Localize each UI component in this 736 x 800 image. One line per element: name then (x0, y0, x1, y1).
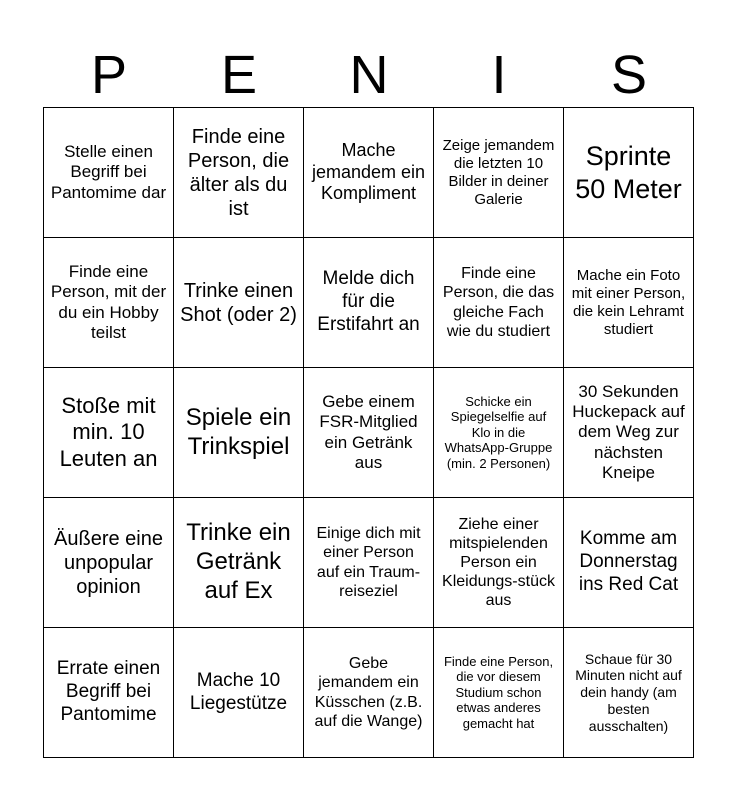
bingo-cell[interactable]: Spiele ein Trinkspiel (174, 368, 304, 498)
bingo-cell[interactable]: Finde eine Person, die das gleiche Fach wie du studiert (434, 238, 564, 368)
bingo-board (43, 107, 694, 758)
bingo-cell[interactable]: Trinke einen Shot (oder 2) (174, 238, 304, 368)
bingo-cell[interactable]: Finde eine Person, mit der du ein Hobby teilst (44, 238, 174, 368)
header-letter-p: P (90, 45, 128, 105)
bingo-cell[interactable]: 30 Sekunden Huckepack auf dem Weg zur nächsten Kneipe (564, 368, 694, 498)
bingo-cell[interactable]: Äußere eine unpopular opinion (44, 498, 174, 628)
bingo-cell[interactable]: Stelle einen Begriff bei Pantomime dar (44, 108, 174, 238)
bingo-cell[interactable]: Komme am Donnerstag ins Red Cat (564, 498, 694, 628)
bingo-cell[interactable]: Finde eine Person, die älter als du ist (174, 108, 304, 238)
bingo-cell[interactable]: Mache ein Foto mit einer Person, die kein Lehramt studiert (564, 238, 694, 368)
bingo-cell[interactable]: Melde dich für die Erstifahrt an (304, 238, 434, 368)
bingo-cell[interactable]: Stoße mit min. 10 Leuten an (44, 368, 174, 498)
bingo-cell[interactable]: Schicke ein Spiegelselfie auf Klo in die WhatsApp-Gruppe (min. 2 Personen) (434, 368, 564, 498)
bingo-cell[interactable]: Finde eine Person, die vor diesem Studium schon etwas anderes gemacht hat (434, 628, 564, 758)
header-letter-e: E (220, 45, 258, 105)
bingo-cell[interactable]: Gebe einem FSR-Mitglied ein Getränk aus (304, 368, 434, 498)
bingo-cell[interactable]: Ziehe einer mitspielenden Person ein Kleidungs-stück aus (434, 498, 564, 628)
bingo-cell[interactable]: Errate einen Begriff bei Pantomime (44, 628, 174, 758)
header-letter-i: I (491, 45, 507, 105)
header-letter-n: N (349, 45, 389, 105)
bingo-header (44, 42, 694, 108)
bingo-cell[interactable]: Gebe jemandem ein Küsschen (z.B. auf die Wange) (304, 628, 434, 758)
bingo-cell[interactable]: Einige dich mit einer Person auf ein Traum-reiseziel (304, 498, 434, 628)
bingo-cell[interactable]: Zeige jemandem die letzten 10 Bilder in deiner Galerie (434, 108, 564, 238)
bingo-cell[interactable]: Mache 10 Liegestütze (174, 628, 304, 758)
bingo-cell[interactable]: Sprinte 50 Meter (564, 108, 694, 238)
header-letter-s: S (610, 45, 648, 105)
bingo-cell[interactable]: Mache jemandem ein Kompliment (304, 108, 434, 238)
bingo-cell[interactable]: Trinke ein Getränk auf Ex (174, 498, 304, 628)
bingo-cell[interactable]: Schaue für 30 Minuten nicht auf dein handy (am besten ausschalten) (564, 628, 694, 758)
